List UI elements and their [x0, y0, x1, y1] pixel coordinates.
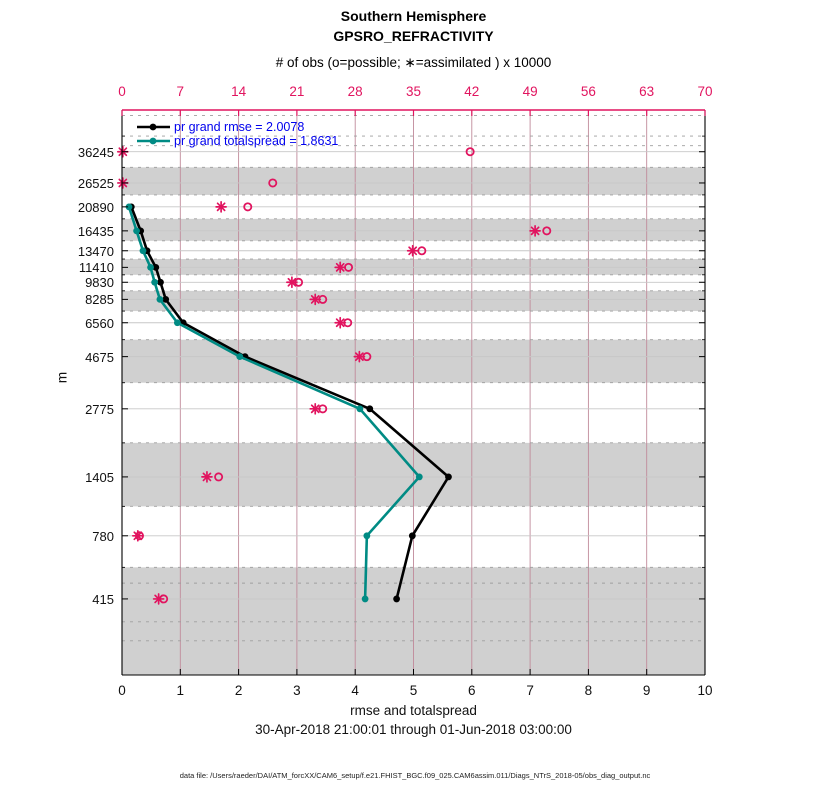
top-axis-tick-label: 56: [580, 84, 596, 99]
x-axis-tick-label: 6: [468, 683, 476, 698]
x-axis-tick-label: 9: [642, 683, 651, 698]
top-axis-tick-label: 49: [522, 84, 538, 99]
y-axis-tick-label: 415: [92, 591, 114, 607]
data-file-caption: data file: /Users/raeder/DAI/ATM_forcXX/CAM6_setup/f.e21.FHIST_BGC.f09_025.CAM6assim.011/Diags_NTrS_2018-05/obs_diag_output.nc: [179, 771, 651, 780]
top-axis-tick-label: 21: [289, 84, 305, 99]
x-axis-label: rmse and totalspread: [350, 703, 477, 718]
top-axis-tick-label: 14: [231, 84, 247, 99]
x-axis-tick-label: 4: [351, 683, 359, 698]
y-axis-tick-label: 780: [92, 528, 114, 544]
x-axis-tick-label: 8: [584, 683, 593, 698]
x-axis-tick-label: 2: [234, 683, 243, 698]
chart-subtitle: GPSRO_REFRACTIVITY: [333, 28, 494, 44]
top-axis-tick-label: 35: [405, 84, 422, 99]
y-axis-tick-label: 11410: [78, 260, 114, 276]
x-axis-tick-label: 0: [118, 683, 126, 698]
y-axis-label: m: [54, 371, 70, 384]
y-axis-tick-label: 13470: [77, 243, 114, 259]
y-axis-tick-label: 2775: [85, 401, 114, 417]
y-axis-tick-label: 26525: [77, 175, 114, 191]
top-axis-tick-label: 70: [697, 84, 713, 99]
timespan-label: 30-Apr-2018 21:00:01 through 01-Jun-2018 03:00:00: [255, 722, 572, 737]
top-axis-label: # of obs (o=possible; ∗=assimilated ) x 10000: [275, 55, 552, 70]
y-axis-tick-label: 1405: [85, 469, 114, 485]
x-axis-tick-label: 10: [697, 683, 713, 698]
y-axis-tick-label: 36245: [77, 144, 114, 160]
legend-rmse-label: pr grand rmse = 2.0078: [174, 120, 305, 134]
top-axis-tick-label: 28: [347, 84, 363, 99]
y-axis-tick-label: 20890: [77, 199, 114, 215]
chart-title: Southern Hemisphere: [340, 8, 487, 24]
y-axis-tick-label: 4675: [85, 349, 114, 365]
x-axis-tick-label: 3: [293, 683, 301, 698]
top-axis-tick-label: 42: [464, 84, 480, 99]
x-axis-tick-label: 7: [526, 683, 534, 698]
y-axis-tick-label: 6560: [85, 315, 114, 331]
top-axis-tick-label: 63: [639, 84, 655, 99]
legend-totalspread-label: pr grand totalspread = 1.8631: [174, 134, 339, 148]
x-axis-tick-label: 1: [176, 683, 185, 698]
x-axis-tick-label: 5: [409, 683, 418, 698]
y-axis-tick-label: 8285: [85, 292, 114, 308]
y-axis-tick-label: 16435: [77, 223, 114, 239]
top-axis-tick-label: 7: [176, 84, 185, 99]
y-axis-tick-label: 9830: [85, 275, 114, 291]
top-axis-tick-label: 0: [118, 84, 126, 99]
